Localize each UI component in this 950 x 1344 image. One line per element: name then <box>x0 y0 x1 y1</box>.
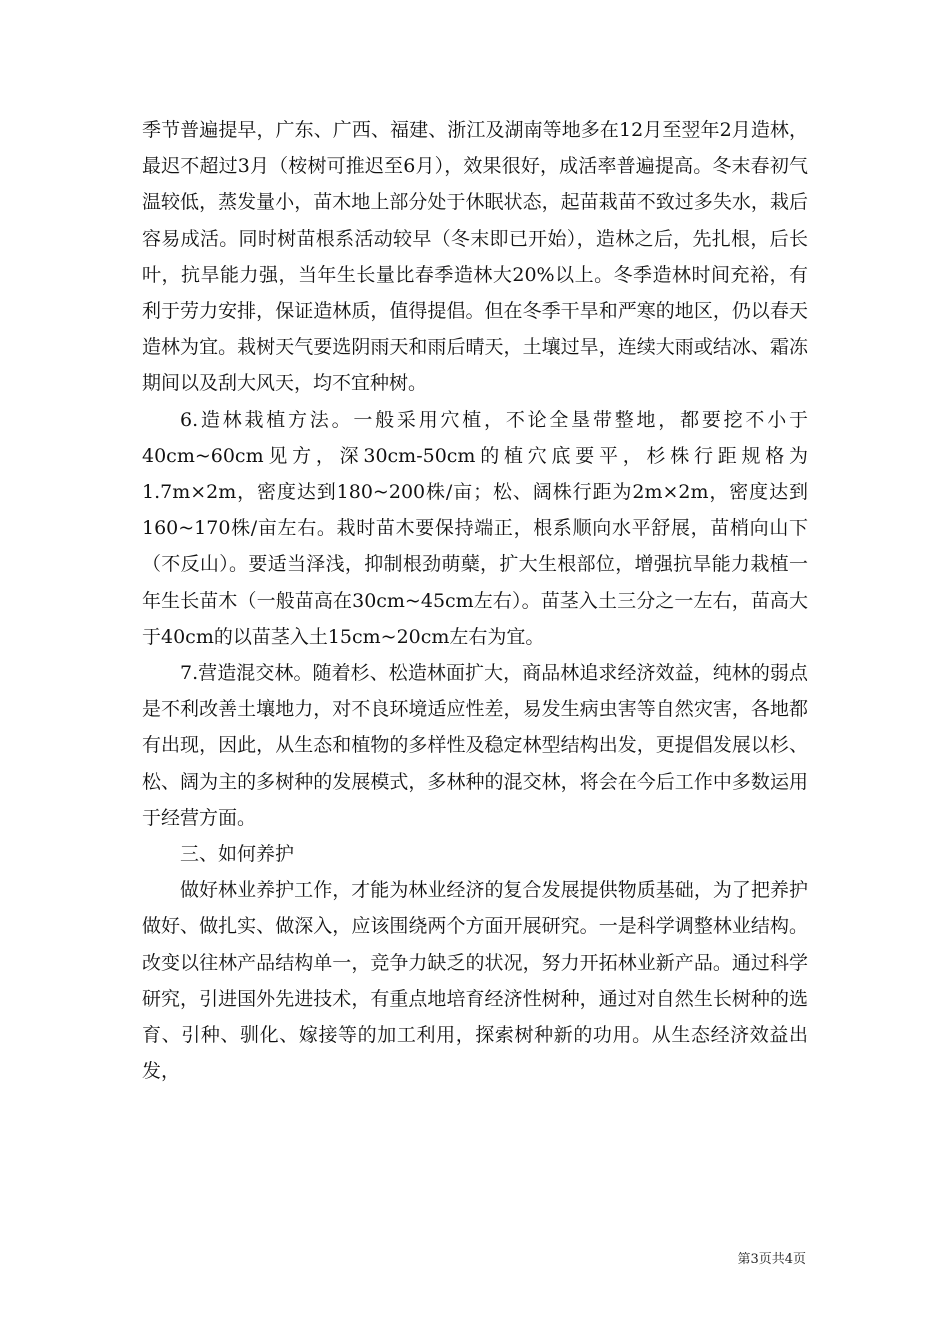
paragraph-maintenance: 做好林业养护工作，才能为林业经济的复合发展提供物质基础，为了把养护做好、做扎实、做深入，应该围绕两个方面开展研究。一是科学调整林业结构。改变以往林产品结构单一，竞争力缺乏的状况，努力开拓林业新产品。通过科学研究，引进国外先进技术，有重点地培育经济性树种，通过对自然生长树种的选育、引种、驯化、嫁接等的加工利用，探索树种新的功用。从生态经济效益出发， <box>142 879 808 1083</box>
paragraph-planting-method: 6.造林栽植方法。一般采用穴植，不论全垦带整地，都要挖不小于40cm~60cm见方，深30cm-50cm的植穴底要平，杉株行距规格为1.7m×2m，密度达到180~200株/亩；松、阔株行距为2m×2m，密度达到160~170株/亩左右。栽时苗木要保持端正，根系顺向水平舒展，苗梢向山下（不反山）。要适当泽浅，抑制根劲萌蘖，扩大生根部位，增强抗旱能力栽植一年生长苗木（一般苗高在30cm~45cm左右）。苗茎入土三分之一左右，苗高大于40cm的以苗茎入土15cm~20cm左右为宜。 <box>142 408 808 648</box>
document-body <box>142 112 808 1089</box>
page-number-footer: 第3页共4页 <box>737 1252 806 1267</box>
paragraph-mixed-forest: 7.营造混交林。随着杉、松造林面扩大，商品林追求经济效益，纯林的弱点是不利改善土壤地力，对不良环境适应性差，易发生病虫害等自然灾害，各地都有出现，因此，从生态和植物的多样性及稳定林型结构出发，更提倡发展以杉、松、阔为主的多树种的发展模式，多林种的混交林，将会在今后工作中多数运用于经营方面。 <box>142 662 808 829</box>
section-heading-maintenance: 三、如何养护 <box>180 843 295 866</box>
paragraph-planting-season: 季节普遍提早，广东、广西、福建、浙江及湖南等地多在12月至翌年2月造林，最迟不超过3月（桉树可推迟至6月），效果很好，成活率普遍提高。冬末春初气温较低，蒸发量小，苗木地上部分处于休眠状态，起苗栽苗不致过多失水，栽后容易成活。同时树苗根系活动较早（冬末即已开始），造林之后，先扎根，后长叶，抗旱能力强，当年生长量比春季造林大20%以上。冬季造林时间充裕，有利于劳力安排，保证造林质，值得提倡。但在冬季干旱和严寒的地区，仍以春天造林为宜。栽树天气要选阴雨天和雨后晴天，土壤过旱，连续大雨或结冰、霜冻期间以及刮大风天，均不宜种树。 <box>142 119 808 395</box>
